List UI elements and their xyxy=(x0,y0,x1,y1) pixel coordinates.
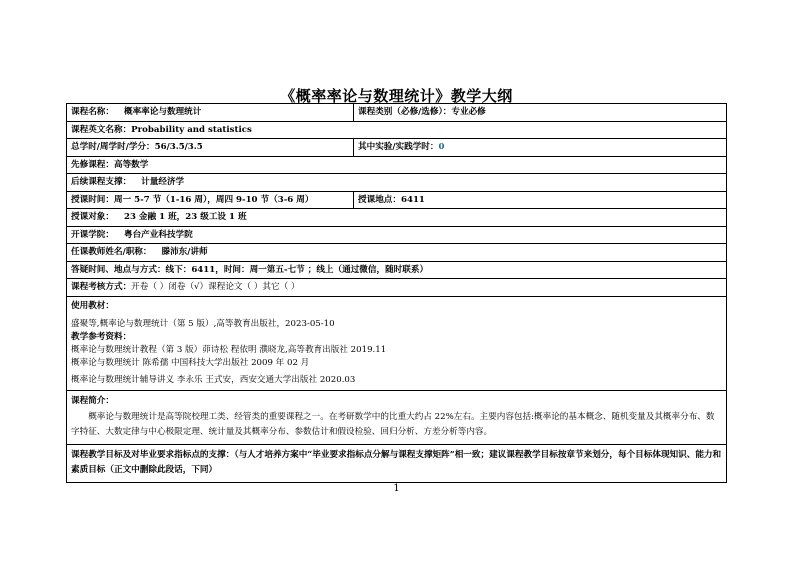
row-objectives xyxy=(67,444,727,482)
textbook-label: 使用教材： xyxy=(71,300,114,311)
course-name-value: 概率率论与数理统计 xyxy=(123,107,202,118)
row-college xyxy=(67,226,727,244)
prereq-cell xyxy=(67,156,727,174)
row-prereq xyxy=(67,156,727,174)
qa-label: 答疑时间、地点与方式： xyxy=(71,264,166,275)
course-name-cell xyxy=(67,104,354,122)
followup-label: 后续课程支撑： xyxy=(71,177,132,188)
college-value: 粤台产业科技学院 xyxy=(123,229,193,240)
audience-label: 授课对象： xyxy=(71,212,114,223)
materials-cell xyxy=(67,296,727,390)
row-audience xyxy=(67,209,727,227)
course-type-cell xyxy=(354,104,727,122)
course-type-label: 课程类别（必修/选修）： xyxy=(358,107,452,118)
place-label: 授课地点： xyxy=(358,194,401,205)
refs-label: 教学参考资料： xyxy=(71,331,132,342)
page-number: 1 xyxy=(393,483,400,494)
row-followup xyxy=(67,174,727,192)
place-value: 6411 xyxy=(400,194,425,205)
audience-cell xyxy=(67,209,727,227)
qa-cell xyxy=(67,261,727,279)
college-cell xyxy=(67,226,727,244)
intro-text: 概率论与数理统计是高等院校理工类、经管类的重要课程之一。在考研数学中的比重大约占 22%左右。主要内容包括:概率论的基本概念、随机变量及其概率分布、数字特征、大数定律与中心极限定理、统计量及其概率分布、参数估计和假设检验、回归分析、方差分析等内容。 xyxy=(71,411,715,437)
time-label: 授课时间： xyxy=(71,194,114,205)
objectives-cell xyxy=(67,444,727,482)
exam-label: 课程考核方式： xyxy=(71,282,132,293)
english-name-value: Probability and statistics xyxy=(131,124,252,135)
row-course-name xyxy=(67,104,727,122)
textbook-value: 盛聚等,概率论与数理统计（第 5 版）,高等教育出版社，2023-05-10 xyxy=(71,318,335,329)
qa-value: 线下：6411，时间：周一第五-七节 ；线上（通过微信，随时联系） xyxy=(165,264,429,275)
ref-item: 概率论与数理统计教程（第 3 版）茆诗松 程依明 濮晓龙,高等教育出版社 2019.11 xyxy=(71,344,387,355)
row-materials xyxy=(67,296,727,390)
syllabus-table xyxy=(66,103,727,483)
teacher-value: 滕沛东/讲师 xyxy=(161,247,208,258)
hours-cell xyxy=(67,139,354,157)
row-hours xyxy=(67,139,727,157)
place-cell xyxy=(354,191,727,209)
row-teacher xyxy=(67,244,727,262)
college-label: 开课学院： xyxy=(71,229,114,240)
intro-cell xyxy=(67,390,727,444)
ref-item: 概率论与数理统计辅导讲义 李永乐 王式安，西安交通大学出版社 2020.03 xyxy=(71,374,356,385)
prereq-label: 先修课程： xyxy=(71,159,114,170)
time-cell xyxy=(67,191,354,209)
hours-value: 56/3.5/3.5 xyxy=(154,142,203,153)
row-qa xyxy=(67,261,727,279)
followup-value: 计量经济学 xyxy=(141,177,185,188)
lab-cell xyxy=(354,139,727,157)
exam-value: 开卷（ ）闭卷（√）课程论文（ ）其它（ ） xyxy=(131,282,300,293)
row-exam xyxy=(67,279,727,297)
exam-cell xyxy=(67,279,727,297)
course-name-label: 课程名称： xyxy=(71,107,114,118)
row-time xyxy=(67,191,727,209)
row-english-name xyxy=(67,121,727,139)
prereq-value: 高等数学 xyxy=(113,159,149,170)
course-type-value: 专业必修 xyxy=(451,107,486,118)
followup-cell xyxy=(67,174,727,192)
time-value: 周一 5-7 节（1-16 周），周四 9-10 节（3-6 周） xyxy=(113,194,314,205)
teacher-cell xyxy=(67,244,727,262)
objectives-text: 课程教学目标及对毕业要求指标点的支撑：（与人才培养方案中“毕业要求指标点分解与课程支撑矩阵”相一致；建议课程教学目标按章节来划分，每个目标体现知识、能力和素质目标（正文中删除此段话，下同） xyxy=(71,450,722,475)
audience-value: 23 金融 1 班，23 级工设 1 班 xyxy=(123,212,247,223)
row-intro xyxy=(67,390,727,444)
lab-label: 其中实验/实践学时： xyxy=(358,142,439,153)
lab-value: 0 xyxy=(438,142,445,153)
english-name-label: 课程英文名称： xyxy=(71,124,132,135)
document-title: 《概率率论与数理统计》教学大纲 xyxy=(280,87,513,105)
ref-item: 概率论与数理统计 陈希孺 中国科技大学出版社 2009 年 02 月 xyxy=(71,357,310,368)
english-name-cell xyxy=(67,121,727,139)
teacher-label: 任课教师姓名/职称： xyxy=(71,247,152,258)
intro-label: 课程简介： xyxy=(71,395,114,406)
hours-label: 总学时/周学时/学分： xyxy=(71,142,155,153)
